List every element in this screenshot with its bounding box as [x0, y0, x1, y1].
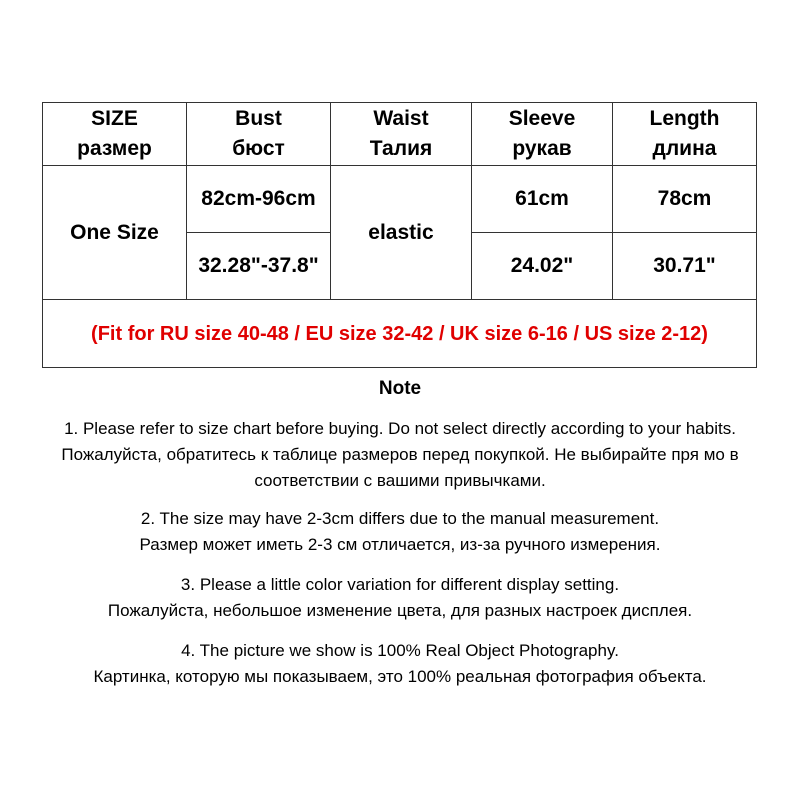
header-bust-ru: бюст: [232, 137, 285, 160]
header-length: [613, 103, 757, 166]
header-waist-ru: Талия: [369, 137, 433, 160]
note-4-en: 4. The picture we show is 100% Real Object Photography.: [181, 641, 619, 660]
note-3-ru: Пожалуйста, небольшое изменение цвета, для разных настроек дисплея.: [107, 601, 693, 620]
header-sleeve-ru: рукав: [512, 137, 572, 160]
note-4-ru: Картинка, которую мы показываем, это 100% реальная фотография объекта.: [93, 667, 707, 686]
waist-value: elastic: [331, 166, 472, 300]
note-2-ru: Размер может иметь 2-3 см отличается, из-за ручного измерения.: [139, 535, 661, 554]
sleeve-in-value: 24.02": [472, 233, 613, 300]
size-value: One Size: [43, 166, 187, 300]
note-1-en: 1. Please refer to size chart before buying. Do not select directly according to your habits.: [64, 419, 736, 438]
fit-text: (Fit for RU size 40-48 / EU size 32-42 / UK size 6-16 / US size 2-12): [43, 300, 757, 368]
table-row: [43, 166, 757, 233]
bust-in-value: 32.28"-37.8": [187, 233, 331, 300]
header-waist: [331, 103, 472, 166]
note-item: [30, 572, 770, 624]
header-sleeve: [472, 103, 613, 166]
note-2-en: 2. The size may have 2-3cm differs due to the manual measurement.: [140, 509, 660, 528]
note-1-ru: Пожалуйста, обратитесь к таблице размеров перед покупкой. Не выбирайте пря мо в соответствии с вашими привычками.: [61, 445, 739, 490]
length-in-value: 30.71": [613, 233, 757, 300]
header-bust: [187, 103, 331, 166]
note-item: [30, 416, 770, 494]
note-item: [30, 506, 770, 558]
size-chart-table: [42, 102, 757, 368]
header-bust-en: Bust: [235, 107, 282, 130]
table-header-row: [43, 103, 757, 166]
header-size-ru: размер: [77, 137, 152, 160]
header-size: [43, 103, 187, 166]
header-sleeve-en: Sleeve: [508, 107, 576, 130]
header-length-en: Length: [649, 107, 720, 130]
notes-list: [30, 416, 770, 704]
sleeve-cm-value: 61cm: [472, 166, 613, 233]
note-item: [30, 638, 770, 690]
header-size-en: SIZE: [91, 107, 138, 130]
length-cm-value: 78cm: [613, 166, 757, 233]
note-title: Note: [378, 378, 422, 399]
header-length-ru: длина: [652, 137, 717, 160]
fit-row: [43, 300, 757, 368]
bust-cm-value: 82cm-96cm: [187, 166, 331, 233]
header-waist-en: Waist: [373, 107, 429, 130]
note-3-en: 3. Please a little color variation for different display setting.: [180, 575, 620, 594]
